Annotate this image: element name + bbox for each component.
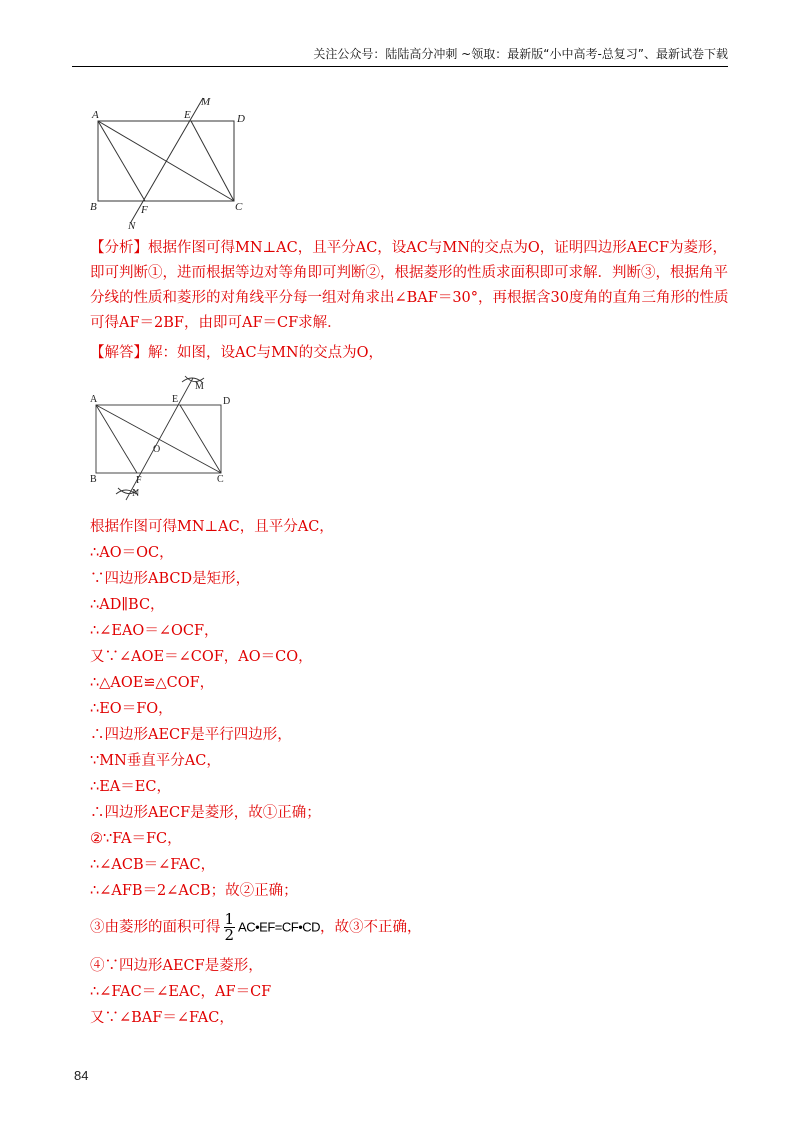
solution-line: ∴EA＝EC， [90, 779, 171, 795]
label-d: D [237, 113, 245, 125]
label-f: F [136, 475, 142, 486]
solution-line: ∴∠AFB＝2∠ACB；故②正确； [90, 883, 298, 899]
fraction-numerator: 1 [224, 910, 235, 928]
label-m: M [201, 96, 211, 108]
segment-af [96, 405, 137, 473]
page-number: 84 [74, 1068, 89, 1083]
label-b: B [90, 474, 97, 485]
solution-line: ∵四边形ABCD是矩形， [90, 571, 251, 587]
area-line-prefix: ③由菱形的面积可得 [90, 919, 221, 936]
figure-rectangle-construction [86, 92, 256, 232]
label-m: M [195, 381, 204, 392]
solution-line: ∴AO＝OC， [90, 545, 174, 561]
answer-intro: 【解答】解：如图，设AC与MN的交点为O， [90, 345, 383, 361]
label-n: N [132, 488, 140, 499]
figure-rectangle-construction-with-o [86, 372, 246, 507]
area-formula: AC•EF=CF•CD [238, 919, 321, 935]
solution-line: ②∵FA＝FC， [90, 831, 182, 847]
area-line [90, 912, 422, 943]
solution-line: ∴四边形AECF是菱形，故①正确； [90, 805, 321, 821]
label-o: O [153, 444, 161, 455]
solution-line: 又∵∠BAF＝∠FAC， [90, 1010, 234, 1026]
solution-line: ④∵四边形AECF是菱形， [90, 958, 263, 974]
solution-line: ∴△AOE≌△COF， [90, 675, 215, 691]
label-b: B [90, 201, 97, 213]
fraction-denominator: 2 [224, 926, 235, 944]
solution-line: ∵MN垂直平分AC， [90, 753, 221, 769]
label-f: F [141, 204, 148, 216]
solution-line: 根据作图可得MN⊥AC，且平分AC， [90, 519, 334, 535]
solution-line: ∴∠ACB＝∠FAC， [90, 857, 216, 873]
solution-line: ∴EO＝FO， [90, 701, 173, 717]
label-n: N [128, 220, 136, 232]
label-e: E [172, 394, 179, 405]
solution-line: ∴∠EAO＝∠OCF， [90, 623, 219, 639]
analysis-paragraph: 【分析】根据作图可得MN⊥AC，且平分AC，设AC与MN的交点为O，证明四边形AECF为菱形，即可判断①，进而根据等边对等角即可判断②，根据菱形的性质求面积即可求解．判断③，根据角平分线的性质和菱形的对角线平分每一组对角求出∠BAF＝30°，再根据含30度角的直角三角形的性质可得AF＝2BF，由即可AF＝CF求解． [90, 240, 729, 331]
area-line-suffix: ，故③不正确， [320, 919, 422, 936]
label-c: C [217, 474, 224, 485]
label-e: E [184, 109, 191, 121]
solution-line: ∴四边形AECF是平行四边形， [90, 727, 292, 743]
solution-line: ∴AD∥BC， [90, 597, 165, 613]
label-d: D [223, 396, 231, 407]
solution-line: ∴∠FAC＝∠EAC，AF＝CF [90, 984, 272, 1000]
label-c: C [235, 201, 243, 213]
label-a: A [90, 394, 98, 405]
page-header: 关注公众号：陆陆高分冲刺 ~领取：最新版“小中高考-总复习”、最新试卷下载 [72, 44, 728, 67]
segment-af [98, 121, 145, 201]
segment-ec [180, 405, 221, 473]
label-a: A [92, 109, 99, 121]
segment-ec [191, 121, 234, 201]
diagonal-ac [96, 405, 221, 473]
solution-line: 又∵∠AOE＝∠COF，AO＝CO， [90, 649, 313, 665]
fraction-one-half [224, 912, 236, 943]
